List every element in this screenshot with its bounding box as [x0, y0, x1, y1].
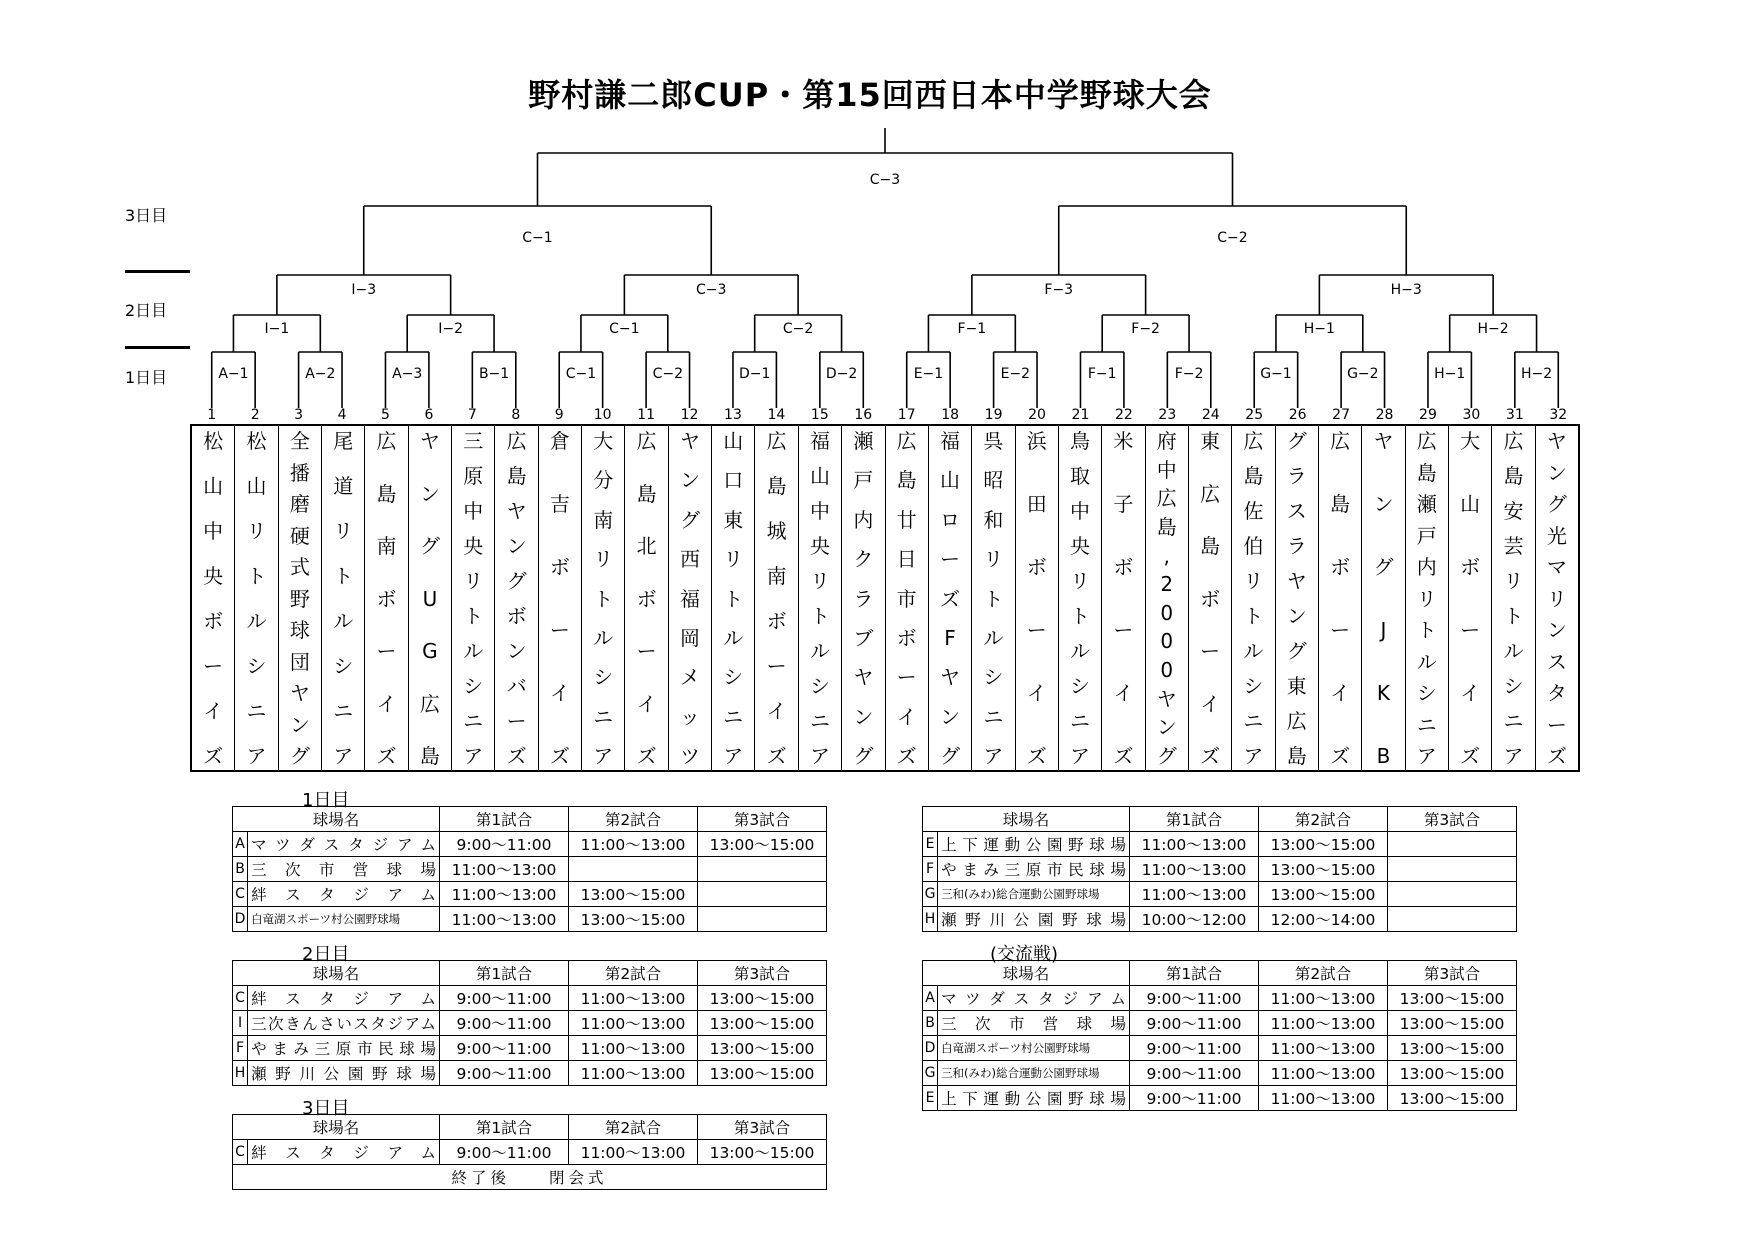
team-name: ヤ ン グ J K B	[1362, 426, 1405, 770]
team-number: 17	[897, 407, 916, 423]
team-list	[190, 424, 1580, 772]
team-name: ヤ ン グ 西 福 岡 メ ッ ツ	[669, 426, 712, 770]
semi-match-label: C−1	[522, 230, 553, 246]
venue-code: I	[233, 1011, 248, 1036]
game-header: 第3試合	[698, 1115, 827, 1140]
round1-match-label: D−2	[825, 366, 858, 382]
round1-match-label: A−2	[305, 366, 336, 382]
round1-match-label: H−2	[1520, 366, 1553, 382]
venue-name: 瀬野川公園野球場	[248, 1061, 440, 1086]
game-time: 9:00〜11:00	[440, 1061, 569, 1086]
venue-name: 上下運動公園野球場	[938, 1086, 1130, 1111]
day2-schedule-table	[232, 960, 827, 1086]
team-number: 2	[250, 407, 260, 423]
team-number: 4	[337, 407, 347, 423]
exchange-schedule-title: (交流戦)	[990, 944, 1059, 965]
table-row	[923, 882, 1517, 907]
game-time	[698, 882, 827, 907]
team-name: 広 島 安 芸 リ ト ル シ ニ ア	[1492, 426, 1535, 770]
team-name: 広 島 ヤ ン グ ボ ン バ ー ズ	[495, 426, 538, 770]
day2-label: 2日目	[125, 301, 168, 320]
team-name: 広 島 瀬 戸 内 リ ト ル シ ニ ア	[1406, 426, 1449, 770]
round1-match-label: G−2	[1347, 366, 1379, 382]
game-header: 第2試合	[569, 807, 698, 832]
venue-code: D	[233, 907, 248, 932]
team-name: 大 分 南 リ ト ル シ ニ ア	[582, 426, 625, 770]
game-time: 12:00〜14:00	[1259, 907, 1388, 932]
venue-code: B	[923, 1011, 938, 1036]
table-row	[233, 882, 827, 907]
game-time	[698, 907, 827, 932]
game-time: 11:00〜13:00	[1259, 1036, 1388, 1061]
game-time: 13:00〜15:00	[1259, 882, 1388, 907]
venue-code: F	[923, 857, 938, 882]
round1-match-label: H−1	[1434, 366, 1466, 382]
game-time	[569, 857, 698, 882]
team-name: 鳥 取 中 央 リ ト ル シ ニ ア	[1059, 426, 1102, 770]
venue-code: G	[923, 882, 938, 907]
game-time: 9:00〜11:00	[440, 1011, 569, 1036]
round1-match-label: D−1	[738, 366, 771, 382]
venue-name: 三和(みわ)総合運動公園野球場	[938, 882, 1130, 907]
venue-code: D	[923, 1036, 938, 1061]
table-row	[233, 857, 827, 882]
tournament-bracket	[0, 0, 1754, 440]
game-time: 13:00〜15:00	[698, 1011, 827, 1036]
day3-label: 3日目	[125, 206, 168, 225]
table-row	[233, 832, 827, 857]
game-header: 第3試合	[698, 807, 827, 832]
venue-code: G	[923, 1061, 938, 1086]
game-time	[1388, 907, 1517, 932]
game-header: 第1試合	[440, 961, 569, 986]
game-header: 第1試合	[1130, 807, 1259, 832]
venue-header: 球場名	[233, 961, 440, 986]
game-time: 11:00〜13:00	[569, 1061, 698, 1086]
venue-name: 絆スタジアム	[248, 1140, 440, 1165]
team-number: 1	[207, 407, 217, 423]
quarter-match-label: I−3	[351, 282, 377, 298]
team-name: 松 山 リ ト ル シ ニ ア	[235, 426, 278, 770]
venue-name: やまみ三原市民球場	[248, 1036, 440, 1061]
round2-match-label: I−2	[438, 321, 464, 337]
game-time: 9:00〜11:00	[440, 832, 569, 857]
game-header: 第2試合	[1259, 961, 1388, 986]
team-name: 浜 田 ボ ー イ ズ	[1016, 426, 1059, 770]
game-time: 11:00〜13:00	[440, 907, 569, 932]
game-time: 11:00〜13:00	[1130, 832, 1259, 857]
team-name: 東 広 島 ボ ー イ ズ	[1189, 426, 1232, 770]
venue-header: 球場名	[233, 1115, 440, 1140]
venue-code: E	[923, 832, 938, 857]
team-number: 29	[1419, 407, 1437, 423]
venue-name: 瀬野川公園野球場	[938, 907, 1130, 932]
game-time: 11:00〜13:00	[440, 882, 569, 907]
venue-code: F	[233, 1036, 248, 1061]
round2-match-label: I−1	[264, 321, 290, 337]
team-number: 15	[810, 407, 829, 423]
table-row	[923, 857, 1517, 882]
quarter-match-label: H−3	[1390, 282, 1422, 298]
game-time: 10:00〜12:00	[1130, 907, 1259, 932]
round1-match-label: C−1	[565, 366, 597, 382]
game-time: 13:00〜15:00	[698, 1036, 827, 1061]
game-time: 13:00〜15:00	[1388, 1086, 1517, 1111]
game-time: 9:00〜11:00	[440, 1140, 569, 1165]
quarter-match-label: F−3	[1044, 282, 1074, 298]
team-name: 全 播 磨 硬 式 野 球 団 ヤ ン グ	[279, 426, 322, 770]
venue-header: 球場名	[923, 961, 1130, 986]
game-time	[1388, 832, 1517, 857]
venue-name: 上下運動公園野球場	[938, 832, 1130, 857]
team-number: 28	[1375, 407, 1394, 423]
table-row	[923, 832, 1517, 857]
team-name: 大 山 ボ ー イ ズ	[1449, 426, 1492, 770]
game-time: 13:00〜15:00	[1259, 857, 1388, 882]
venue-header: 球場名	[233, 807, 440, 832]
closing-ceremony: 終了後 閉会式	[233, 1165, 827, 1190]
team-number: 25	[1245, 407, 1264, 423]
round2-match-label: F−1	[957, 321, 987, 337]
game-time: 13:00〜15:00	[1388, 1011, 1517, 1036]
venue-name: やまみ三原市民球場	[938, 857, 1130, 882]
team-name: ヤ ン グ 光 マ リ ン ス タ ー ズ	[1546, 429, 1567, 768]
day1-schedule-table	[232, 806, 827, 932]
team-number: 20	[1028, 407, 1046, 423]
day1-label: 1日目	[125, 368, 168, 387]
game-time: 13:00〜15:00	[698, 986, 827, 1011]
game-time: 11:00〜13:00	[1130, 857, 1259, 882]
team-number: 16	[854, 407, 873, 423]
game-time: 11:00〜13:00	[1259, 1086, 1388, 1111]
game-time: 13:00〜15:00	[1259, 832, 1388, 857]
table-header-row	[233, 961, 827, 986]
table-row	[923, 986, 1517, 1011]
game-header: 第1試合	[440, 1115, 569, 1140]
round2-match-label: H−2	[1477, 321, 1509, 337]
game-time: 9:00〜11:00	[440, 986, 569, 1011]
game-header: 第1試合	[440, 807, 569, 832]
team-number: 31	[1505, 407, 1524, 423]
table-row	[923, 907, 1517, 932]
venue-name: 絆スタジアム	[248, 882, 440, 907]
game-time: 11:00〜13:00	[569, 1140, 698, 1165]
game-time: 11:00〜13:00	[440, 857, 569, 882]
team-number: 27	[1332, 407, 1351, 423]
table-row	[923, 1011, 1517, 1036]
team-name: 福 山 ロ ー ズ F ヤ ン グ	[929, 426, 972, 770]
game-time: 9:00〜11:00	[1130, 1011, 1259, 1036]
game-time: 9:00〜11:00	[1130, 1036, 1259, 1061]
team-number: 13	[724, 407, 742, 423]
round1-match-label: F−2	[1174, 366, 1204, 382]
round1-match-label: E−2	[1000, 366, 1031, 382]
round1-match-label: C−2	[652, 366, 684, 382]
team-number: 24	[1201, 407, 1220, 423]
team-number: 9	[554, 407, 564, 423]
round2-match-label: C−1	[609, 321, 640, 337]
table-row	[233, 986, 827, 1011]
game-time: 13:00〜15:00	[1388, 986, 1517, 1011]
game-time: 11:00〜13:00	[569, 1036, 698, 1061]
round1-match-label: G−1	[1260, 366, 1292, 382]
venue-name: 三次市営球場	[938, 1011, 1130, 1036]
table-row	[923, 1086, 1517, 1111]
team-number: 32	[1549, 407, 1568, 423]
team-name: 福 山 中 央 リ ト ル シ ニ ア	[799, 426, 842, 770]
table-row	[233, 1011, 827, 1036]
team-name: ヤ ン グ U G 広 島	[409, 426, 452, 770]
game-time: 13:00〜15:00	[1388, 1036, 1517, 1061]
game-time: 9:00〜11:00	[440, 1036, 569, 1061]
team-name: 倉 吉 ボ ー イ ズ	[539, 426, 582, 770]
game-time: 9:00〜11:00	[1130, 1086, 1259, 1111]
team-number: 5	[381, 407, 390, 423]
team-number: 3	[294, 407, 304, 423]
team-name: 尾 道 リ ト ル シ ニ ア	[322, 426, 365, 770]
team-name: グ ラ ス ラ ヤ ン グ 東 広 島	[1276, 426, 1319, 770]
venue-name: 三次きんさいスタジアム	[248, 1011, 440, 1036]
table-header-row	[923, 807, 1517, 832]
team-number: 8	[511, 407, 521, 423]
game-time	[1388, 857, 1517, 882]
game-time: 11:00〜13:00	[569, 986, 698, 1011]
game-header: 第3試合	[1388, 807, 1517, 832]
day1-schedule-title: 1日目	[302, 790, 350, 811]
team-number: 30	[1462, 407, 1481, 423]
table-header-row	[233, 807, 827, 832]
team-number: 18	[941, 407, 960, 423]
game-time: 11:00〜13:00	[1259, 1061, 1388, 1086]
venue-code: H	[233, 1061, 248, 1086]
team-name: 広 島 北 ボ ー イ ズ	[625, 426, 668, 770]
team-name: 三 原 中 央 リ ト ル シ ニ ア	[452, 426, 495, 770]
venue-name: マツダスタジアム	[248, 832, 440, 857]
venue-code: C	[233, 986, 248, 1011]
team-name: 米 子 ボ ー イ ズ	[1102, 426, 1145, 770]
round1-match-label: A−1	[218, 366, 249, 382]
game-time: 9:00〜11:00	[1130, 1061, 1259, 1086]
team-number: 14	[767, 407, 786, 423]
table-row	[233, 1140, 827, 1165]
team-number: 7	[467, 407, 477, 423]
round1-match-label: A−3	[392, 366, 423, 382]
game-time	[1388, 882, 1517, 907]
team-name: 広 島 南 ボ ー イ ズ	[365, 426, 408, 770]
venue-name: 白竜湖スポーツ村公園野球場	[248, 907, 440, 932]
game-time: 9:00〜11:00	[1130, 986, 1259, 1011]
round2-match-label: C−2	[782, 321, 814, 337]
team-number: 11	[637, 407, 656, 423]
game-time: 13:00〜15:00	[698, 1140, 827, 1165]
game-time: 13:00〜15:00	[698, 1061, 827, 1086]
table-row	[923, 1061, 1517, 1086]
game-header: 第3試合	[1388, 961, 1517, 986]
quarter-match-label: C−3	[696, 282, 727, 298]
game-time: 11:00〜13:00	[1259, 986, 1388, 1011]
team-name: 府 中 広 島 , 2 0 0 0 ヤ ン グ	[1146, 426, 1189, 770]
game-time: 13:00〜15:00	[1388, 1061, 1517, 1086]
exchange-schedule-table	[922, 960, 1517, 1111]
game-time: 13:00〜15:00	[569, 882, 698, 907]
team-number: 6	[424, 407, 434, 423]
team-name: 瀬 戸 内 ク ラ ブ ヤ ン グ	[842, 426, 885, 770]
venue-code: A	[923, 986, 938, 1011]
table-row	[233, 907, 827, 932]
round2-match-label: H−1	[1303, 321, 1335, 337]
venue-code: E	[923, 1086, 938, 1111]
table-header-row	[233, 1115, 827, 1140]
round1-match-label: B−1	[478, 366, 510, 382]
venue-name: 三次市営球場	[248, 857, 440, 882]
team-name: 山 口 東 リ ト ル シ ニ ア	[712, 426, 755, 770]
venue-code: B	[233, 857, 248, 882]
venue-name: 三和(みわ)総合運動公園野球場	[938, 1061, 1130, 1086]
team-number: 21	[1071, 407, 1090, 423]
venue-code: A	[233, 832, 248, 857]
venue-code: C	[233, 1140, 248, 1165]
round2-match-label: F−2	[1131, 321, 1160, 337]
game-header: 第1試合	[1130, 961, 1259, 986]
team-name: 広 島 佐 伯 リ ト ル シ ニ ア	[1232, 426, 1275, 770]
game-header: 第2試合	[569, 1115, 698, 1140]
page-title: 野村謙二郎CUP・第15回西日本中学野球大会	[528, 76, 1212, 114]
team-name: 広 島 城 南 ボ ー イ ズ	[755, 426, 798, 770]
round1-match-label: F−1	[1087, 366, 1117, 382]
venue-name: 白竜湖スポーツ村公園野球場	[938, 1036, 1130, 1061]
team-number: 26	[1288, 407, 1307, 423]
table-header-row	[923, 961, 1517, 986]
game-header: 第3試合	[698, 961, 827, 986]
team-name: 広 島 ボ ー イ ズ	[1319, 426, 1362, 770]
game-header: 第2試合	[1259, 807, 1388, 832]
team-name: 松 山 中 央 ボ ー イ ズ	[192, 426, 235, 770]
final-match-label: C−3	[869, 172, 901, 188]
team-name: 呉 昭 和 リ ト ル シ ニ ア	[972, 426, 1015, 770]
game-time	[698, 857, 827, 882]
team-number: 12	[680, 407, 699, 423]
team-number: 22	[1114, 407, 1133, 423]
game-time: 13:00〜15:00	[698, 832, 827, 857]
day3-schedule-table	[232, 1114, 827, 1190]
game-time: 13:00〜15:00	[569, 907, 698, 932]
game-header: 第2試合	[569, 961, 698, 986]
venue-code: H	[923, 907, 938, 932]
team-name: 広 島 廿 日 市 ボ ー イ ズ	[886, 426, 929, 770]
table-row	[233, 1061, 827, 1086]
venue-code: C	[233, 882, 248, 907]
team-number: 19	[984, 407, 1003, 423]
day2-schedule-title: 2日目	[302, 944, 350, 965]
game-time: 11:00〜13:00	[569, 832, 698, 857]
game-time: 11:00〜13:00	[569, 1011, 698, 1036]
team-number: 10	[593, 407, 612, 423]
team-number: 23	[1158, 407, 1177, 423]
table-row	[923, 1036, 1517, 1061]
venue-header: 球場名	[923, 807, 1130, 832]
round1-match-label: E−1	[913, 366, 944, 382]
semi-match-label: C−2	[1217, 230, 1248, 246]
table-row	[233, 1036, 827, 1061]
venue-name: 絆スタジアム	[248, 986, 440, 1011]
game-time: 11:00〜13:00	[1130, 882, 1259, 907]
day1-schedule-table-right	[922, 806, 1517, 932]
venue-name: マツダスタジアム	[938, 986, 1130, 1011]
day3-schedule-title: 3日目	[302, 1098, 350, 1119]
game-time: 11:00〜13:00	[1259, 1011, 1388, 1036]
